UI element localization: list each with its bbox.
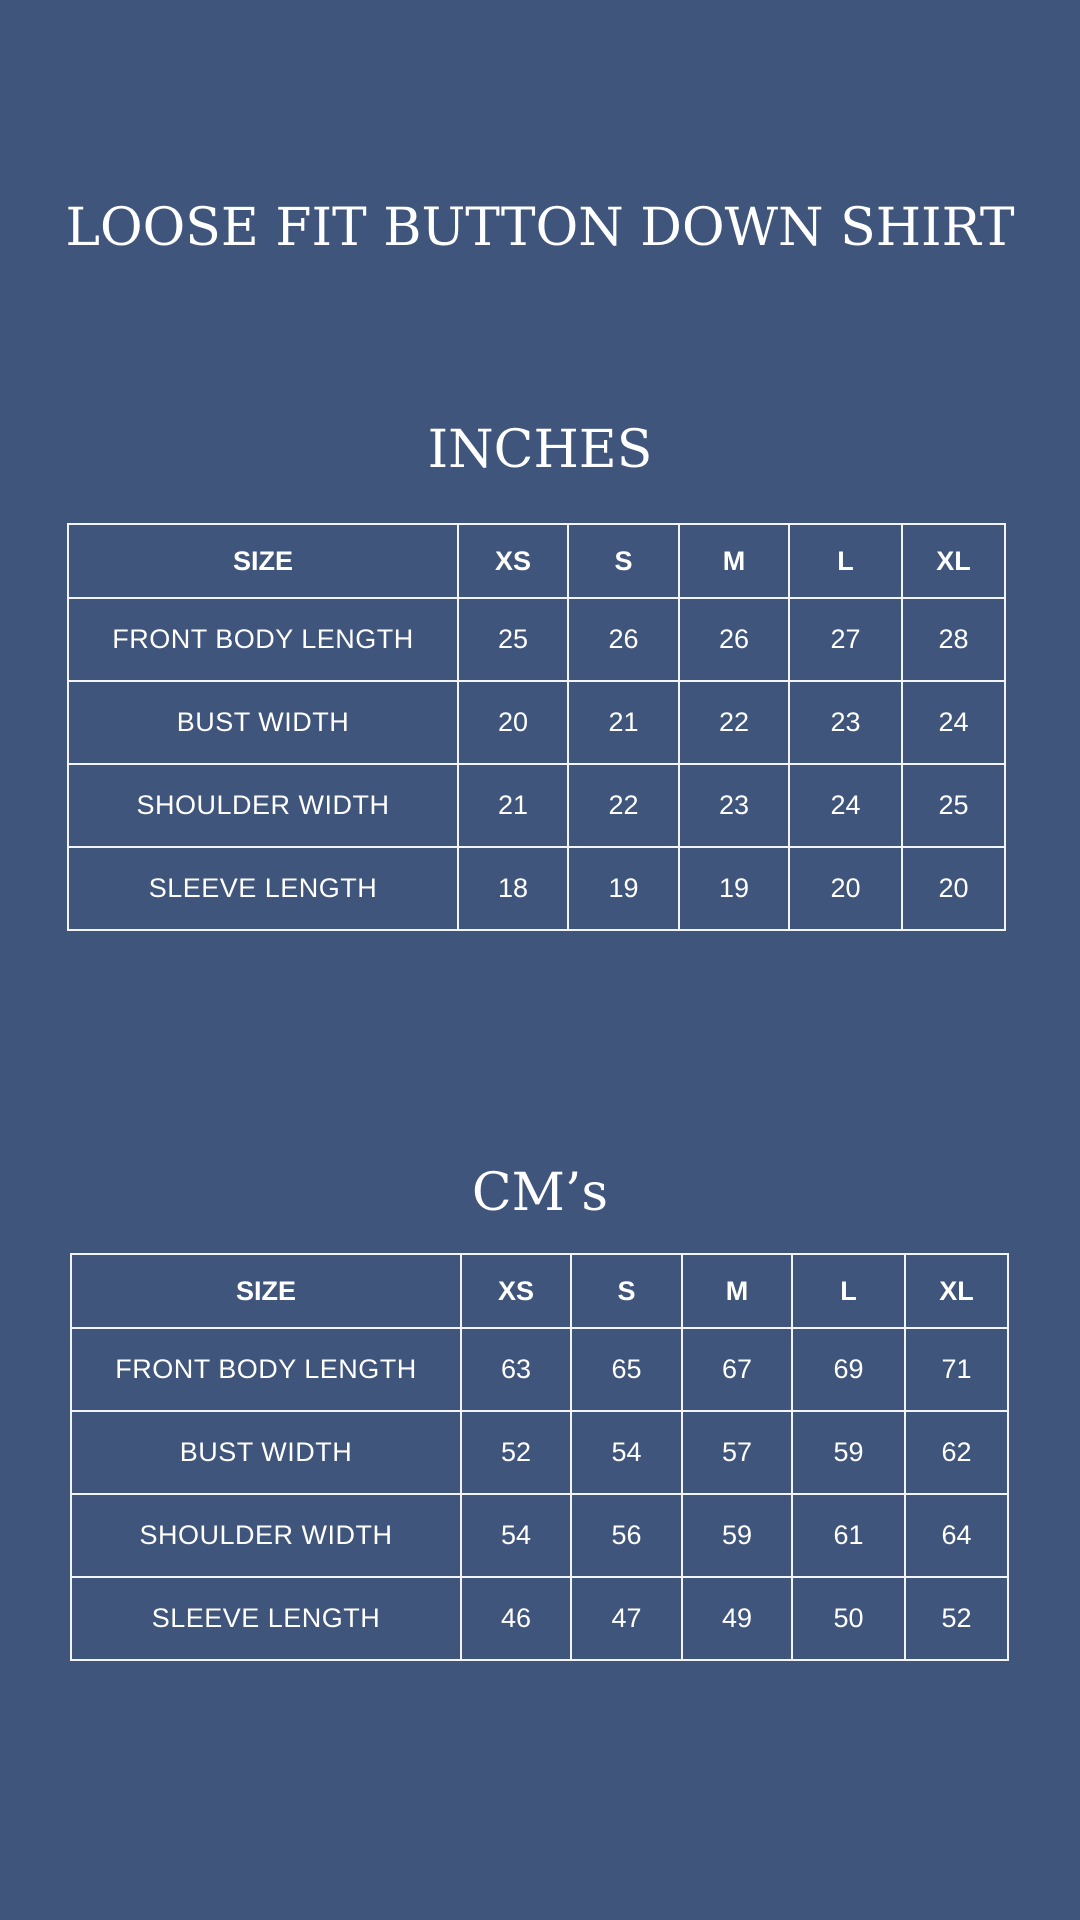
value-cell: 47 xyxy=(571,1577,682,1660)
header-cell-size: SIZE xyxy=(68,524,458,598)
value-cell: 22 xyxy=(679,681,789,764)
row-label: BUST WIDTH xyxy=(71,1411,461,1494)
value-cell: 56 xyxy=(571,1494,682,1577)
value-cell: 25 xyxy=(458,598,568,681)
value-cell: 19 xyxy=(679,847,789,930)
value-cell: 19 xyxy=(568,847,679,930)
row-label: SHOULDER WIDTH xyxy=(68,764,458,847)
header-cell-size: SIZE xyxy=(71,1254,461,1328)
table-row xyxy=(68,764,1005,847)
header-cell-s: S xyxy=(568,524,679,598)
value-cell: 59 xyxy=(792,1411,905,1494)
header-cell-m: M xyxy=(682,1254,792,1328)
value-cell: 26 xyxy=(568,598,679,681)
value-cell: 20 xyxy=(789,847,902,930)
header-cell-s: S xyxy=(571,1254,682,1328)
header-cell-m: M xyxy=(679,524,789,598)
row-label: FRONT BODY LENGTH xyxy=(68,598,458,681)
value-cell: 24 xyxy=(902,681,1005,764)
table-row xyxy=(71,1328,1008,1411)
value-cell: 18 xyxy=(458,847,568,930)
value-cell: 23 xyxy=(679,764,789,847)
value-cell: 49 xyxy=(682,1577,792,1660)
value-cell: 52 xyxy=(461,1411,571,1494)
value-cell: 62 xyxy=(905,1411,1008,1494)
table-row xyxy=(71,1494,1008,1577)
row-label: SLEEVE LENGTH xyxy=(68,847,458,930)
header-cell-xs: XS xyxy=(458,524,568,598)
value-cell: 69 xyxy=(792,1328,905,1411)
inches-size-table xyxy=(67,523,1006,931)
value-cell: 64 xyxy=(905,1494,1008,1577)
row-label: FRONT BODY LENGTH xyxy=(71,1328,461,1411)
value-cell: 27 xyxy=(789,598,902,681)
value-cell: 61 xyxy=(792,1494,905,1577)
header-cell-xl: XL xyxy=(902,524,1005,598)
value-cell: 67 xyxy=(682,1328,792,1411)
value-cell: 21 xyxy=(568,681,679,764)
table-row xyxy=(71,1577,1008,1660)
value-cell: 21 xyxy=(458,764,568,847)
row-label: SLEEVE LENGTH xyxy=(71,1577,461,1660)
value-cell: 20 xyxy=(458,681,568,764)
value-cell: 63 xyxy=(461,1328,571,1411)
cms-size-table xyxy=(70,1253,1009,1661)
value-cell: 26 xyxy=(679,598,789,681)
value-cell: 24 xyxy=(789,764,902,847)
value-cell: 52 xyxy=(905,1577,1008,1660)
value-cell: 46 xyxy=(461,1577,571,1660)
inches-heading: INCHES xyxy=(427,420,653,480)
header-cell-xl: XL xyxy=(905,1254,1008,1328)
table-header-row xyxy=(68,524,1005,598)
value-cell: 50 xyxy=(792,1577,905,1660)
page-title: LOOSE FIT BUTTON DOWN SHIRT xyxy=(65,198,1015,258)
value-cell: 28 xyxy=(902,598,1005,681)
header-cell-l: L xyxy=(789,524,902,598)
value-cell: 54 xyxy=(571,1411,682,1494)
value-cell: 23 xyxy=(789,681,902,764)
row-label: BUST WIDTH xyxy=(68,681,458,764)
value-cell: 25 xyxy=(902,764,1005,847)
header-cell-l: L xyxy=(792,1254,905,1328)
row-label: SHOULDER WIDTH xyxy=(71,1494,461,1577)
value-cell: 65 xyxy=(571,1328,682,1411)
value-cell: 20 xyxy=(902,847,1005,930)
table-row xyxy=(68,681,1005,764)
table-row xyxy=(71,1411,1008,1494)
header-cell-xs: XS xyxy=(461,1254,571,1328)
value-cell: 54 xyxy=(461,1494,571,1577)
value-cell: 71 xyxy=(905,1328,1008,1411)
table-row xyxy=(68,847,1005,930)
cms-heading: CM’s xyxy=(471,1163,609,1223)
table-row xyxy=(68,598,1005,681)
value-cell: 57 xyxy=(682,1411,792,1494)
table-header-row xyxy=(71,1254,1008,1328)
value-cell: 22 xyxy=(568,764,679,847)
value-cell: 59 xyxy=(682,1494,792,1577)
